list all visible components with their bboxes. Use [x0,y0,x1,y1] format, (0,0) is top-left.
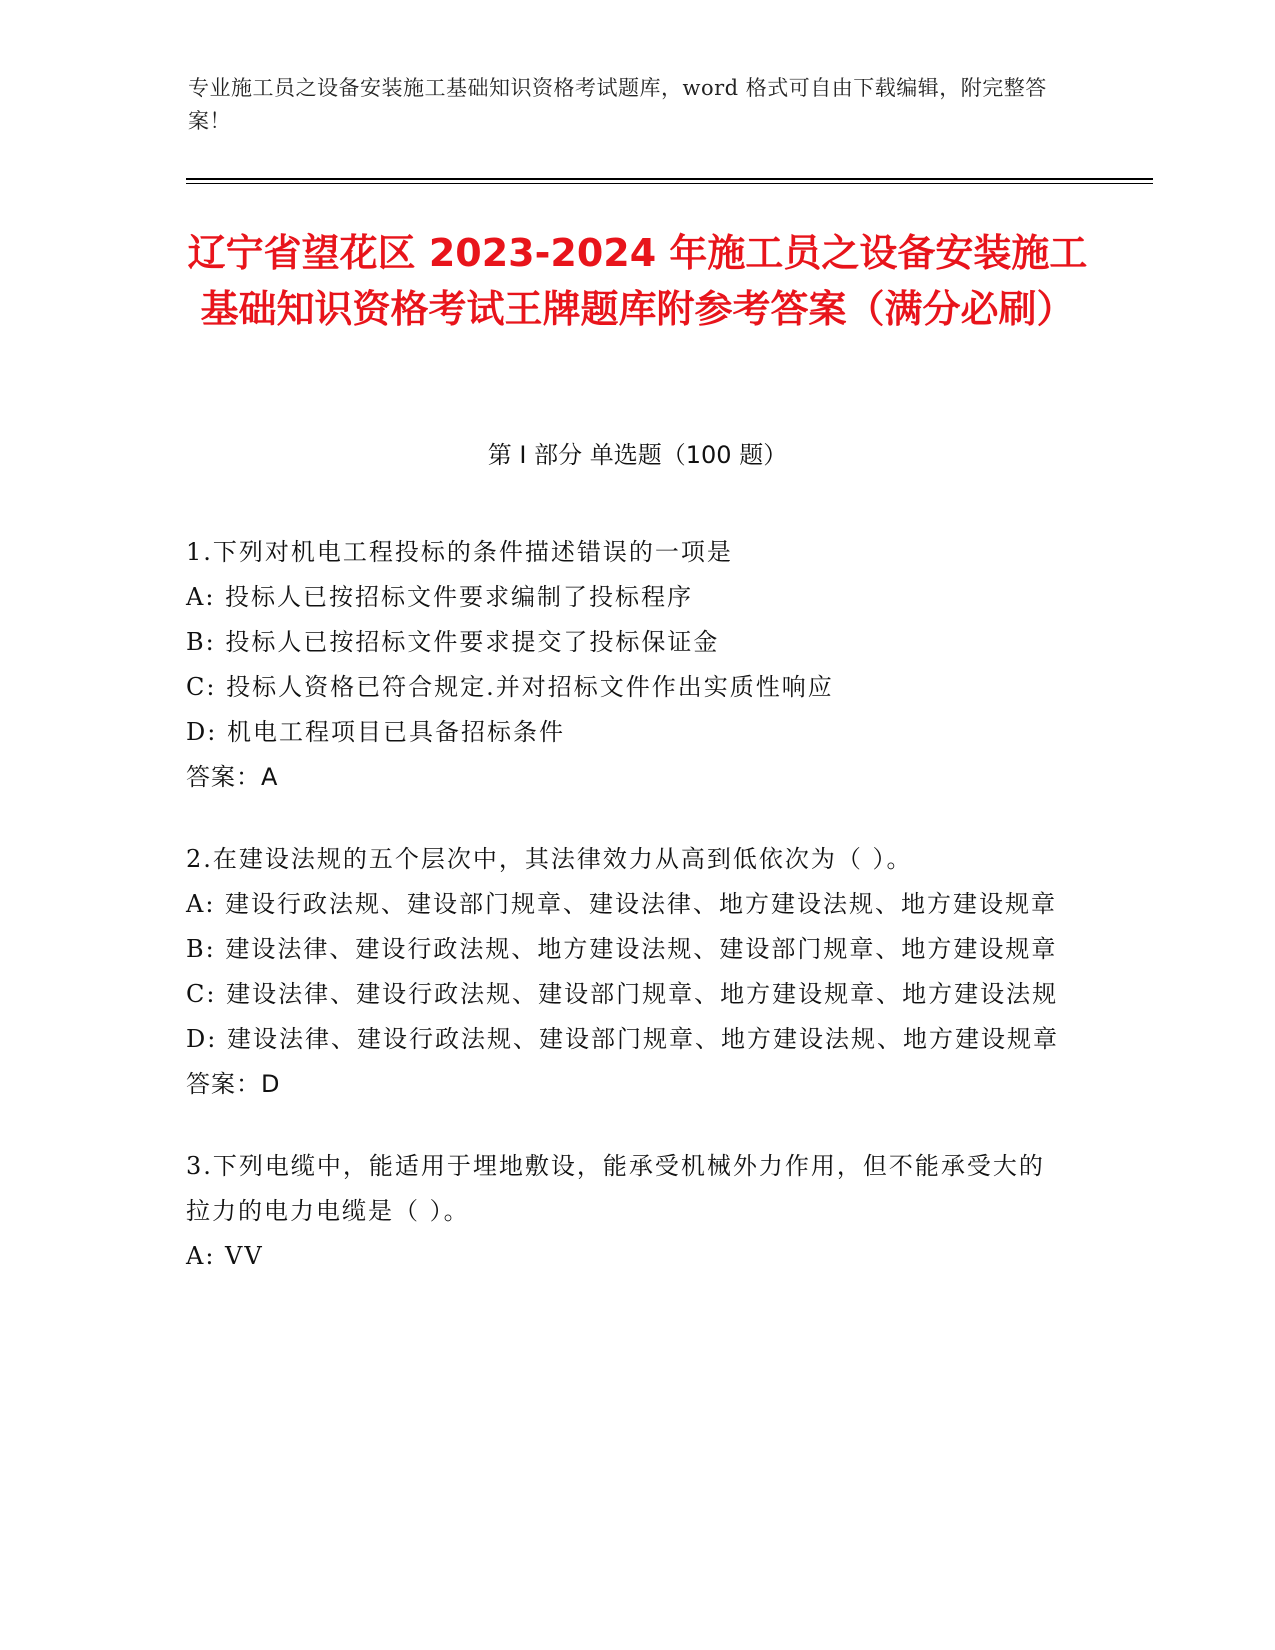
question-item [186,530,1066,800]
option-c: C: 建设法律、建设行政法规、建设部门规章、地方建设规章、地方建设法规 [186,980,1059,1008]
answer: 答案：A [186,763,279,791]
question-item [186,1144,1066,1279]
header-rule-thick [186,178,1153,180]
section-heading: 第 I 部分 单选题（100 题） [487,441,788,469]
question-list [186,530,1066,1316]
question-stem: 1.下列对机电工程投标的条件描述错误的一项是 [186,538,733,566]
option-c: C: 投标人资格已符合规定.并对招标文件作出实质性响应 [186,673,834,701]
question-stem: 2.在建设法规的五个层次中，其法律效力从高到低依次为（ ）。 [186,845,913,873]
answer: 答案：D [186,1070,281,1098]
option-b: B: 投标人已按招标文件要求提交了投标保证金 [186,628,720,656]
question-stem: 3.下列电缆中，能适用于埋地敷设，能承受机械外力作用，但不能承受大的拉力的电力电缆是（ ）。 [186,1152,1045,1225]
header-note: 专业施工员之设备安装施工基础知识资格考试题库，word 格式可自由下载编辑，附完整答案！ [188,76,1047,133]
option-d: D: 建设法律、建设行政法规、建设部门规章、地方建设法规、地方建设规章 [186,1025,1059,1053]
option-a: A: VV [186,1242,264,1270]
option-d: D: 机电工程项目已具备招标条件 [186,718,565,746]
document-title: 辽宁省望花区 2023-2024 年施工员之设备安装施工基础知识资格考试王牌题库附参考答案（满分必刷） [187,231,1088,331]
question-item [186,837,1066,1107]
option-a: A: 建设行政法规、建设部门规章、建设法律、地方建设法规、地方建设规章 [186,890,1058,918]
header-rule-thin [186,183,1153,184]
option-a: A: 投标人已按招标文件要求编制了投标程序 [186,583,694,611]
option-b: B: 建设法律、建设行政法规、地方建设法规、建设部门规章、地方建设规章 [186,935,1058,963]
